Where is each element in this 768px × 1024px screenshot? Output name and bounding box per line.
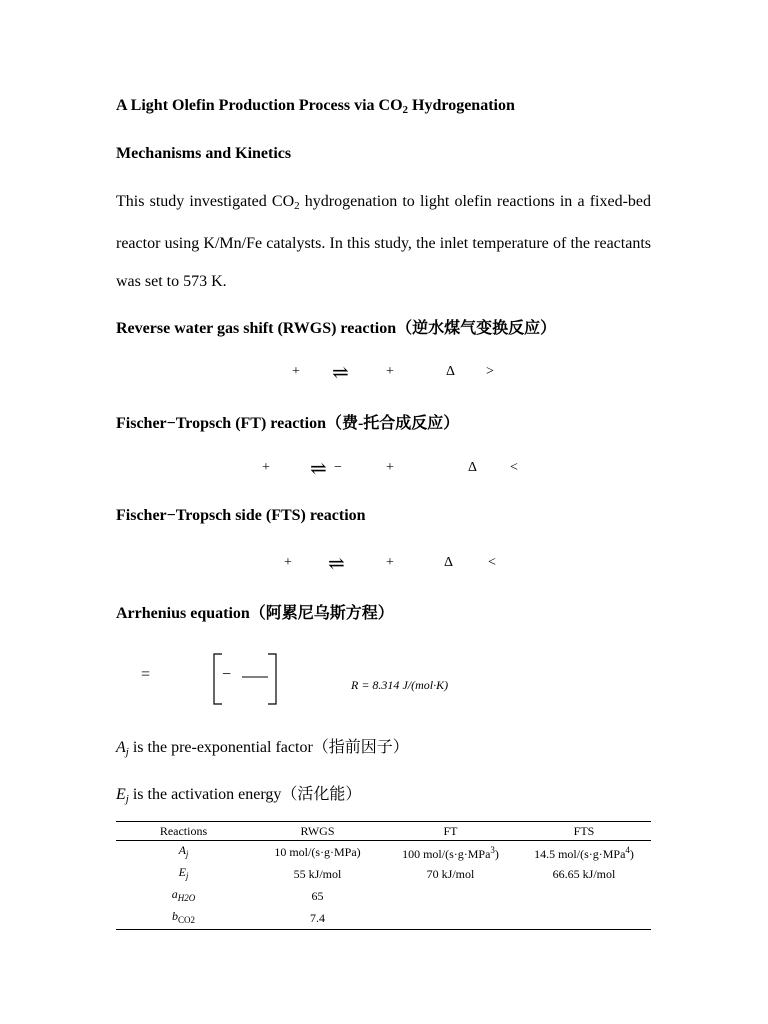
delta-symbol: Δ xyxy=(444,555,454,570)
table-cell: 10 mol/(s·g·MPa) xyxy=(274,845,361,859)
ft-heading: Fischer−Tropsch (FT) reaction（费-托合成反应） xyxy=(116,415,460,432)
comparison-sign: < xyxy=(488,555,496,570)
title-text: A Light Olefin Production Process via CO xyxy=(116,97,403,114)
plus-sign: + xyxy=(386,364,394,379)
fts-equation xyxy=(0,555,768,575)
cell-text: 100 mol/(s·g·MPa xyxy=(402,847,491,861)
table-cell: 7.4 xyxy=(251,907,384,930)
table-cell xyxy=(517,907,651,930)
row-subscript: j xyxy=(185,849,189,859)
section-heading-mechanisms: Mechanisms and Kinetics xyxy=(116,145,292,162)
aj-subscript: j xyxy=(125,746,129,758)
table-header-row xyxy=(116,822,651,841)
row-symbol: E xyxy=(178,865,186,879)
row-symbol: a xyxy=(171,887,178,901)
arrhenius-heading: Arrhenius equation（阿累尼乌斯方程） xyxy=(116,605,394,622)
equilibrium-arrow-icon: ⇌ xyxy=(332,362,349,384)
ej-subscript: j xyxy=(125,793,129,805)
table-row xyxy=(116,885,651,907)
equals-sign: = xyxy=(141,666,151,683)
table-cell xyxy=(384,885,517,907)
comparison-sign: < xyxy=(510,460,518,475)
table-cell: 70 kJ/mol xyxy=(426,867,475,881)
cell-text-end: ) xyxy=(629,847,634,861)
gas-constant xyxy=(351,678,448,693)
cell-text-end: ) xyxy=(494,847,499,861)
table-cell xyxy=(384,907,517,930)
cell-superscript: 3 xyxy=(490,845,495,855)
minus-sign: − xyxy=(222,666,232,683)
plus-sign: + xyxy=(284,555,292,570)
column-header: RWGS xyxy=(251,822,384,841)
table-row xyxy=(116,863,651,885)
kinetic-parameters-table xyxy=(116,821,651,930)
fts-heading: Fischer−Tropsch side (FTS) reaction xyxy=(116,507,366,524)
plus-sign: + xyxy=(386,460,394,475)
table-cell xyxy=(517,841,651,864)
intro-paragraph xyxy=(116,183,651,301)
table-cell: 66.65 kJ/mol xyxy=(552,867,616,881)
row-subscript: CO2 xyxy=(177,915,195,925)
aj-definition xyxy=(116,734,409,758)
plus-sign: + xyxy=(292,364,300,379)
table-cell xyxy=(384,841,517,864)
column-header: FT xyxy=(384,822,517,841)
cell-text: 14.5 mol/(s·g·MPa xyxy=(534,847,626,861)
gas-constant-unit: J/(mol·K) xyxy=(402,678,449,692)
column-header: Reactions xyxy=(116,822,251,841)
ej-symbol: E xyxy=(116,786,126,803)
equilibrium-arrow-icon: ⇌ xyxy=(328,553,345,575)
equilibrium-arrow-icon: ⇌ xyxy=(310,458,327,480)
intro-subscript: 2 xyxy=(294,200,300,212)
row-label xyxy=(116,907,251,930)
aj-text: is the pre-exponential factor（指前因子） xyxy=(128,739,409,756)
row-label xyxy=(116,841,251,864)
plus-sign: + xyxy=(262,460,270,475)
table-cell xyxy=(517,885,651,907)
rwgs-heading: Reverse water gas shift (RWGS) reaction（逆水煤气变换反应） xyxy=(116,320,557,337)
dash-sign: − xyxy=(334,460,342,475)
table-cell: 65 xyxy=(311,889,324,903)
row-symbol: A xyxy=(178,843,186,857)
page-title xyxy=(116,97,515,116)
row-symbol: b xyxy=(171,909,178,923)
ej-text: is the activation energy（活化能） xyxy=(128,786,362,803)
delta-symbol: Δ xyxy=(468,460,478,475)
table-cell: 55 kJ/mol xyxy=(293,867,342,881)
gas-constant-label: R = 8.314 xyxy=(351,678,403,692)
delta-symbol: Δ xyxy=(446,364,456,379)
bracket-expression xyxy=(208,652,282,706)
comparison-sign: > xyxy=(486,364,494,379)
rwgs-equation xyxy=(0,364,768,384)
row-subscript: j xyxy=(185,871,189,881)
column-header: FTS xyxy=(517,822,651,841)
aj-symbol: A xyxy=(116,739,126,756)
row-label xyxy=(116,863,251,885)
title-text-end: Hydrogenation xyxy=(408,97,515,114)
cell-superscript: 4 xyxy=(625,845,630,855)
arrhenius-equation xyxy=(0,648,768,708)
row-label xyxy=(116,885,251,907)
ft-equation xyxy=(0,460,768,480)
plus-sign: + xyxy=(386,555,394,570)
table-row xyxy=(116,841,651,864)
title-subscript: 2 xyxy=(402,104,409,116)
intro-text-2: hydrogenation to light olefin reactions in a fixed-bed reactor using K/Mn/Fe catalysts. In this study, the inlet temperature of the reactants was set to 573 K. xyxy=(116,193,651,290)
table-row xyxy=(116,907,651,930)
intro-text-1: This study investigated CO xyxy=(116,193,295,210)
ej-definition xyxy=(116,781,361,805)
row-subscript: H2O xyxy=(177,893,196,903)
